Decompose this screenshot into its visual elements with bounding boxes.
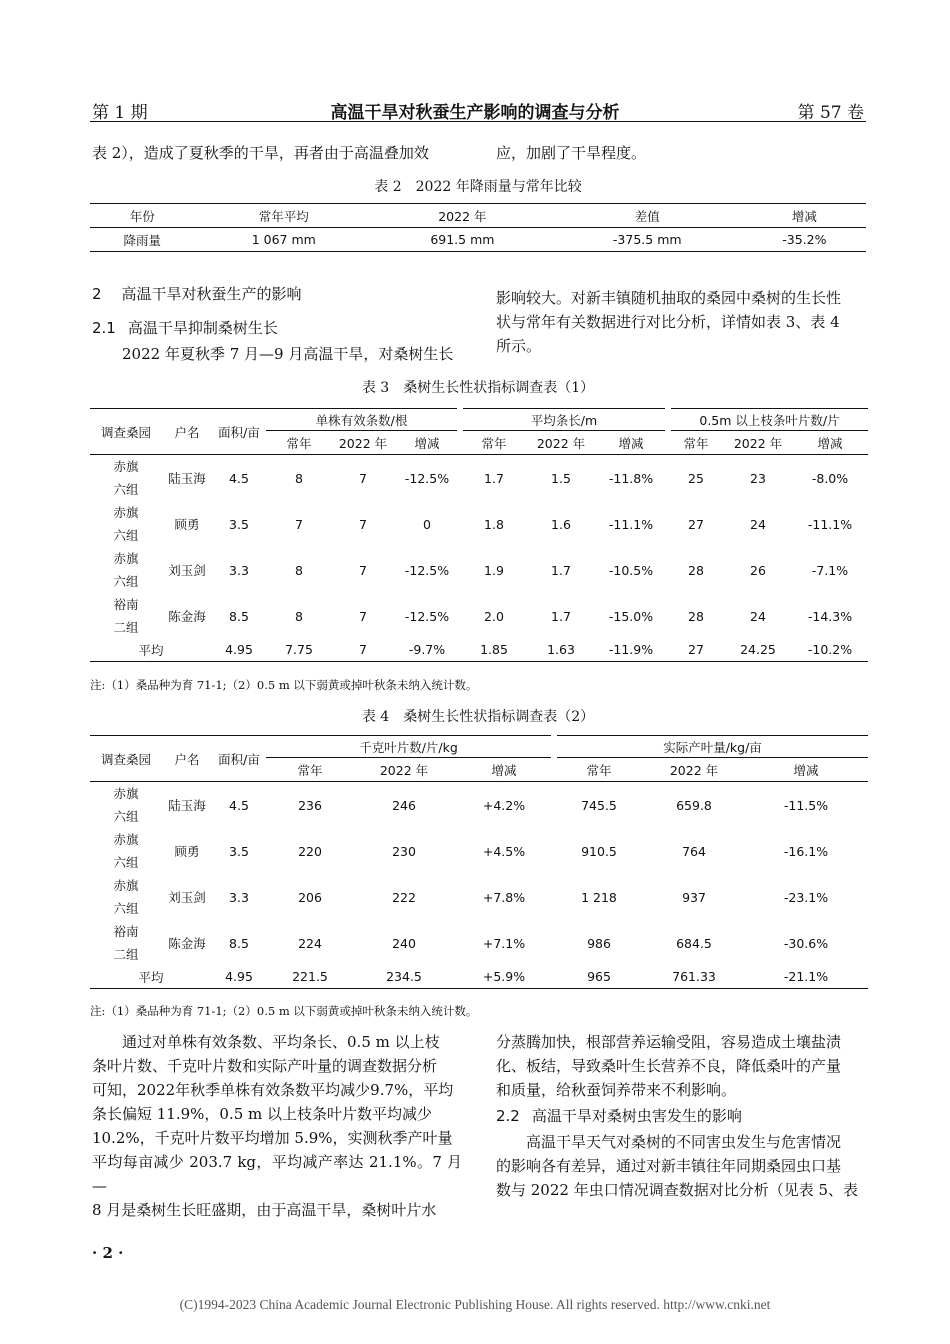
t4-avg: 965 [587, 969, 611, 985]
t3-cell: 1.7 [551, 608, 571, 624]
t4-cell: -30.6% [783, 935, 829, 951]
t4-sub: 常年 [586, 762, 612, 778]
sub21-num: 2.1 [92, 319, 116, 337]
t4-cell: 246 [392, 797, 416, 813]
t4-group: 实际产叶量/kg/亩 [554, 736, 868, 758]
t3-cell: 25 [688, 470, 704, 486]
t3-cell: 7 [359, 516, 367, 532]
t4-group: 千克叶片数/片/kg [266, 736, 554, 758]
t3-cell: 1.7 [551, 562, 571, 578]
t3-cell: -14.3% [807, 608, 853, 624]
t4-cell: 8.5 [229, 935, 249, 951]
t3-avg: 24.25 [740, 642, 776, 658]
t3-garden: 赤旗 六组 [113, 551, 139, 589]
t3-avg-row [90, 639, 868, 661]
t4-h-owner: 户名 [162, 736, 212, 782]
t2-header: 差值 [634, 208, 660, 224]
t3-cell: 0 [423, 516, 431, 532]
t4-garden: 赤旗 六组 [113, 786, 139, 824]
t4-cell: -23.1% [783, 889, 829, 905]
table3-note: 注:（1）桑品种为育 71-1;（2）0.5 m 以下弱黄或掉叶秋条未纳入统计数。 [90, 678, 478, 692]
t3-cell: 7 [295, 516, 303, 532]
t3-cell: 1.6 [551, 516, 571, 532]
t3-sub: 2022 年 [536, 435, 586, 451]
left-paragraph [92, 1030, 462, 1222]
t4-cell: 236 [298, 797, 322, 813]
t4-cell: 230 [392, 843, 416, 859]
header-volume: 第 57 卷 [797, 103, 864, 123]
t4-name: 陈金海 [168, 936, 206, 951]
intro-right: 应，加剧了干旱程度。 [496, 144, 647, 162]
t3-sub: 2022 年 [733, 435, 783, 451]
right-line: 和质量，给秋蚕饲养带来不利影响。 [496, 1081, 737, 1099]
t4-avg: 761.33 [672, 969, 716, 985]
t4-cell: 910.5 [581, 843, 617, 859]
table3-caption: 表 3 桑树生长性状指标调查表（1） [361, 380, 595, 396]
para21-left: 2022 年夏秋季 7 月—9 月高温干旱，对桑树生长 [122, 345, 454, 363]
t3-cell: 27 [688, 516, 704, 532]
t3-cell: 24 [750, 608, 766, 624]
t4-cell: 745.5 [581, 797, 617, 813]
t4-cell: 240 [392, 935, 416, 951]
t3-h-garden: 调查桑园 [90, 409, 162, 455]
header-issue: 第 1 期 [92, 103, 148, 123]
t4-cell: 659.8 [676, 797, 712, 813]
left-line: 平均每亩减少 203.7 kg，平均减产率达 21.1%。7 月— [92, 1153, 462, 1195]
t3-row [90, 547, 868, 593]
t2-cell: -375.5 mm [612, 232, 682, 247]
para21-right-line: 状与常年有关数据进行对比分析，详情如表 3、表 4 [496, 313, 840, 331]
t4-name: 刘玉剑 [168, 890, 206, 905]
t2-header: 增减 [791, 208, 817, 224]
t3-cell: -11.1% [807, 516, 853, 532]
t3-garden: 赤旗 六组 [113, 505, 139, 543]
section2-num: 2 [92, 285, 102, 303]
sub22-title: 高温干旱对桑树虫害发生的影响 [531, 1107, 742, 1125]
t3-avg: 7.75 [285, 642, 313, 658]
t3-cell: 23 [750, 470, 766, 486]
t3-sub: 增减 [618, 435, 644, 451]
t3-sub: 常年 [481, 435, 507, 451]
table4 [90, 735, 868, 989]
t3-name: 刘玉剑 [168, 563, 206, 578]
t3-cell: 1.8 [484, 516, 504, 532]
t4-cell: 4.5 [229, 797, 249, 813]
t3-cell: -12.5% [404, 608, 450, 624]
t3-cell: 1.5 [551, 470, 571, 486]
t3-name: 陆玉海 [168, 471, 206, 486]
right-line: 的影响各有差异，通过对新丰镇往年同期桑园虫口基 [496, 1157, 842, 1175]
t3-cell: 3.3 [229, 562, 249, 578]
t4-sub: 增减 [793, 762, 819, 778]
t4-garden: 赤旗 六组 [113, 878, 139, 916]
page-number: · 2 · [92, 1244, 124, 1262]
t3-cell: 1.7 [484, 470, 504, 486]
t2-cell: 1 067 mm [251, 232, 316, 247]
t4-name: 陆玉海 [168, 798, 206, 813]
sub22-heading [496, 1104, 742, 1128]
t4-cell: 986 [587, 935, 611, 951]
t4-avg: 234.5 [386, 969, 422, 985]
t3-sub: 常年 [286, 435, 312, 451]
t4-cell: 3.5 [229, 843, 249, 859]
section2-heading [92, 282, 302, 306]
t4-cell: 764 [682, 843, 706, 859]
para21-right-line: 所示。 [496, 337, 542, 355]
t3-avg: 27 [688, 642, 704, 658]
left-line: 可知，2022年秋季单株有效条数平均减少9.7%，平均 [92, 1081, 454, 1099]
t4-avg-label: 平均 [138, 969, 164, 985]
t4-cell: +4.2% [482, 797, 526, 813]
t3-sub: 常年 [683, 435, 709, 451]
t2-cell: 降雨量 [123, 232, 161, 248]
t4-cell: 3.3 [229, 889, 249, 905]
t3-group: 0.5m 以上枝条叶片数/片 [668, 409, 868, 431]
table4-note: 注:（1）桑品种为育 71-1;（2）0.5 m 以下弱黄或掉叶秋条未纳入统计数。 [90, 1004, 478, 1018]
t3-avg: 1.63 [547, 642, 575, 658]
t3-cell: 8 [295, 470, 303, 486]
t4-h-area: 面积/亩 [212, 736, 266, 782]
t3-garden: 裕南 二组 [113, 597, 139, 635]
t4-cell: 220 [298, 843, 322, 859]
right-line: 化、板结，导致桑叶生长营养不良，降低桑叶的产量 [496, 1057, 842, 1075]
t3-cell: 4.5 [229, 470, 249, 486]
sub22-num: 2.2 [496, 1107, 520, 1125]
t3-row [90, 593, 868, 639]
right-line: 分蒸腾加快，根部营养运输受阻，容易造成土壤盐渍 [496, 1033, 842, 1051]
right-paragraph-a [496, 1030, 866, 1102]
table2-caption: 表 2 2022 年降雨量与常年比较 [374, 179, 582, 195]
table3 [90, 408, 868, 662]
t4-cell: 224 [298, 935, 322, 951]
t2-header: 常年平均 [258, 208, 309, 224]
t4-avg: 221.5 [292, 969, 328, 985]
t3-sub: 增减 [817, 435, 843, 451]
t3-cell: -11.1% [608, 516, 654, 532]
t3-cell: 7 [359, 562, 367, 578]
t3-row [90, 501, 868, 547]
section2-title: 高温干旱对秋蚕生产的影响 [121, 285, 302, 303]
t3-avg: -11.9% [608, 642, 654, 658]
t4-cell: 937 [682, 889, 706, 905]
t3-cell: 28 [688, 608, 704, 624]
t3-cell: 7 [359, 608, 367, 624]
t3-cell: 8.5 [229, 608, 249, 624]
t3-group: 平均条长/m [460, 409, 668, 431]
t4-h-garden: 调查桑园 [90, 736, 162, 782]
t3-cell: -15.0% [608, 608, 654, 624]
t4-avg-row [90, 966, 868, 988]
t3-avg: -9.7% [408, 642, 446, 658]
t4-sub: 增减 [491, 762, 517, 778]
t4-row [90, 782, 868, 829]
t4-sub: 2022 年 [379, 762, 429, 778]
t3-avg: 1.85 [480, 642, 508, 658]
t3-sub: 增减 [414, 435, 440, 451]
t4-name: 顾勇 [174, 844, 200, 859]
t3-name: 顾勇 [174, 517, 200, 532]
t4-row [90, 828, 868, 874]
t4-cell: 222 [392, 889, 416, 905]
t3-cell: 7 [359, 470, 367, 486]
t2-cell: 691.5 mm [430, 232, 495, 247]
t3-cell: 2.0 [484, 608, 504, 624]
para21-right-line: 影响较大。对新丰镇随机抽取的桑园中桑树的生长性 [496, 289, 842, 307]
sub21-heading [92, 316, 278, 340]
t4-cell: +7.8% [482, 889, 526, 905]
t2-header: 年份 [129, 208, 155, 224]
t3-cell: 24 [750, 516, 766, 532]
left-line: 条长偏短 11.9%，0.5 m 以上枝条叶片数平均减少 [92, 1105, 433, 1123]
t4-avg: +5.9% [482, 969, 526, 985]
left-line: 条叶片数、千克叶片数和实际产叶量的调查数据分析 [92, 1057, 438, 1075]
t4-garden: 赤旗 六组 [113, 832, 139, 870]
t3-h-area: 面积/亩 [212, 409, 266, 455]
t3-garden: 赤旗 六组 [113, 459, 139, 497]
header-title: 高温干旱对秋蚕生产影响的调查与分析 [330, 103, 620, 123]
t3-avg: 7 [359, 642, 367, 658]
t4-cell: -11.5% [783, 797, 829, 813]
t3-cell: -7.1% [811, 562, 849, 578]
t3-cell: -11.8% [608, 470, 654, 486]
sub21-title: 高温干旱抑制桑树生长 [127, 319, 278, 337]
table2 [90, 203, 866, 252]
t4-row [90, 920, 868, 966]
right-paragraph-b [496, 1130, 866, 1202]
t4-sub: 2022 年 [669, 762, 719, 778]
left-line: 10.2%，千克叶片数平均增加 5.9%，实测秋季产叶量 [92, 1129, 453, 1147]
t3-cell: 26 [750, 562, 766, 578]
t4-avg: -21.1% [783, 969, 829, 985]
right-line: 高温干旱天气对桑树的不同害虫发生与危害情况 [526, 1133, 842, 1151]
t4-cell: +4.5% [482, 843, 526, 859]
t3-avg: -10.2% [807, 642, 853, 658]
t3-cell: -12.5% [404, 470, 450, 486]
copyright-footer: (C)1994-2023 China Academic Journal Electronic Publishing House. All rights reserved. http://www.cnki.net [179, 1297, 771, 1312]
intro-left: 表 2），造成了夏秋季的干旱，再者由于高温叠加效 [92, 144, 429, 162]
left-line: 8 月是桑树生长旺盛期，由于高温干旱，桑树叶片水 [92, 1201, 437, 1219]
t4-cell: 684.5 [676, 935, 712, 951]
t3-cell: 8 [295, 562, 303, 578]
t4-cell: -16.1% [783, 843, 829, 859]
t3-name: 陈金海 [168, 609, 206, 624]
table4-caption: 表 4 桑树生长性状指标调查表（2） [361, 709, 595, 725]
t4-row [90, 874, 868, 920]
t3-h-owner: 户名 [162, 409, 212, 455]
t4-avg: 4.95 [225, 969, 253, 985]
t4-garden: 裕南 二组 [113, 924, 139, 962]
t3-avg: 4.95 [225, 642, 253, 658]
right-line: 数与 2022 年虫口情况调查数据对比分析（见表 5、表 [496, 1181, 859, 1199]
left-line: 通过对单株有效条数、平均条长、0.5 m 以上枝 [122, 1033, 440, 1051]
t2-cell: -35.2% [782, 232, 827, 247]
t3-cell: 8 [295, 608, 303, 624]
t3-group: 单株有效条数/根 [266, 409, 460, 431]
para21-right [496, 286, 866, 358]
t3-avg-label: 平均 [138, 642, 164, 658]
t3-cell: -8.0% [811, 470, 849, 486]
t3-cell: -12.5% [404, 562, 450, 578]
t4-cell: 1 218 [581, 889, 617, 905]
t4-sub: 常年 [297, 762, 323, 778]
t3-cell: -10.5% [608, 562, 654, 578]
t2-header: 2022 年 [438, 208, 487, 224]
t3-cell: 28 [688, 562, 704, 578]
t3-sub: 2022 年 [338, 435, 388, 451]
t3-row [90, 455, 868, 502]
t4-cell: +7.1% [482, 935, 526, 951]
t3-cell: 1.9 [484, 562, 504, 578]
header-rule [90, 121, 866, 122]
t3-cell: 3.5 [229, 516, 249, 532]
t4-cell: 206 [298, 889, 322, 905]
